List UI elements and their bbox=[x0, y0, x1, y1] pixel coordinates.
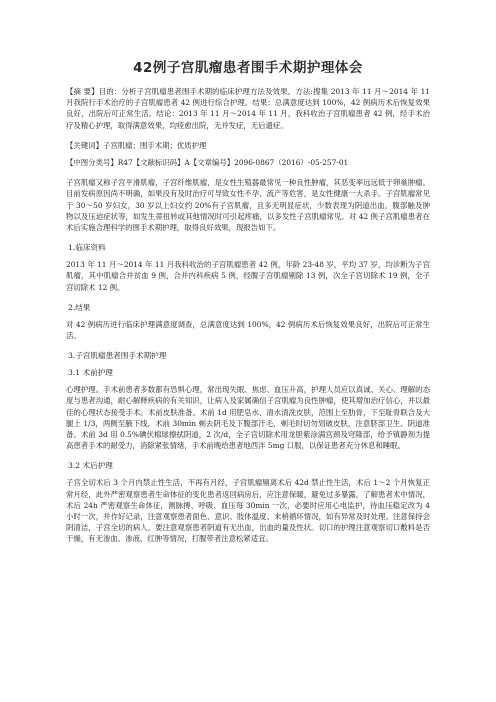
section-1-heading: 1.临床资料 bbox=[68, 243, 106, 253]
section-2-body: 对 42 例病历进行临床护理满意度调查，总满意度达到 100%，42 例病历术后恢复效果良好，出院后可正常生活。 bbox=[66, 319, 430, 341]
section-2-heading: 2.结果 bbox=[68, 302, 91, 312]
section-3-1-body: 心理护理。手术前患者多数都有恐惧心理，常出现失眠、焦虑、血压升高，护理人员应以真诚、关心、理解的态度与患者沟通，耐心解释疾病的有关知识，让病人及家属确信子宫肌瘤为良性肿瘤，使其增加治疗信心，并以最佳的心理状态接受手术。术前皮肤准备。术前 1d 用肥皂水、清水清洗皮肤，范围上至肋骨，下至耻骨联合及大腿上 1/3，两侧至腋下线，术前 30min 剃去阴毛及下腹部汗毛，剃毛时切勿划破皮肤，注意脐部卫生。阴道准备。术前 3d 用 0.5%碘伏棉球擦拭阴道，2 次/d，全子宫切除术用龙胆紫涂满宫颈及穹隆部，给予镇静剂为提高患者手术的耐受力，消除紧张情绪，手术前晚给患者地西泮 5mg 口服，以保证患者充分休息和睡眠。 bbox=[66, 385, 430, 451]
keywords: 【关键词】子宫肌瘤；围手术期；优质护理 bbox=[66, 140, 207, 150]
paper-title: 42例子宫肌瘤患者围手术期护理体会 bbox=[133, 60, 363, 76]
section-3-2-heading: 3.2 术后护理 bbox=[68, 461, 113, 471]
introduction: 子宫肌瘤又称子宫平滑肌瘤，子宫纤维肌瘤，是女性生殖器最常见一种良性肿瘤，其恶变率远远低于卵巢肿瘤。目前发病原因尚不明确，如果没有及时治疗可导致女性不孕、流产等危害，是女性健康一大杀手。子宫肌瘤常见于 30～50 岁妇女，30 岁以上妇女约 20%有子宫肌瘤，且多无明显症状，少数表现为阴道出血，腹部触及肿物以及压迫症状等，如发生蒂扭转或其他情况时可引起疼痛，以多发性子宫肌瘤常见。对 42 例子宫肌瘤患者在术后实施合理科学的围手术期护理，取得良好效果，现报告如下。 bbox=[66, 178, 430, 233]
classification-line: 【中图分类号】R47【文献标识码】A【文章编号】2096-0867（2016）-05-257-01 bbox=[66, 158, 349, 168]
section-3-heading: 3.子宫肌瘤患者围手术期护理 bbox=[68, 351, 167, 361]
section-1-body: 2013 年 11 月～2014 年 11 月我科收治的子宫肌瘤患者 42 例，年龄 23-48 岁，平均 37 岁，均诊断为子宫肌瘤，其中肌瘤合并贫血 9 例，合并内科疾病 5 例，经腹子宫肌瘤剔除 13 例，次全子宫切除术 19 例，全子宫切除术 12 例。 bbox=[66, 260, 430, 292]
abstract: 【摘 要】目的：分析子宫肌瘤患者围手术期的临床护理方法及效果。方法:搜集 2013 年 11 月～2014 年 11 月我院行手术治疗的子宫肌瘤患者 42 例进行综合护理。结果：总满意度达到 100%，42 例病历术后恢复效果良好，出院后可正常生活。结论：2013 年 11 月～2014 年 11 月，我科收治子宫肌瘤患者 42 例，经手术治疗及精心护理，取得满意效果，均痊愈出院，无并发症，无后遗症。 bbox=[66, 87, 430, 130]
section-3-1-heading: 3.1 术前护理 bbox=[68, 368, 113, 378]
section-3-2-body: 子宫全切术后 3 个月内禁止性生活，不再有月经，子宫肌瘤剔离术后 42d 禁止性生活，术后 1～2 个月恢复正常月经，此外严密观察患者生命体征的变化患者返回病房后，应注意保暖，避免过多暴露，了解患者术中情况，术后 24h 严密观察生命体征，测脉搏、呼吸、血压每 30min 一次，必要时应用心电监护，待血压稳定改为 4 小时一次，并作好记录，注意观察患者面色、意识、肢体温度、末梢循环情况，如有异常及时处理。注意保持会阴清洁，子宫全切的病人，要注意观察患者阴道有无出血，出血的量及性状。切口的护理注意观察切口敷料是否干燥，有无渗血、渗液、红肿等情况，打腹带者注意松紧适宜。 bbox=[66, 478, 430, 544]
